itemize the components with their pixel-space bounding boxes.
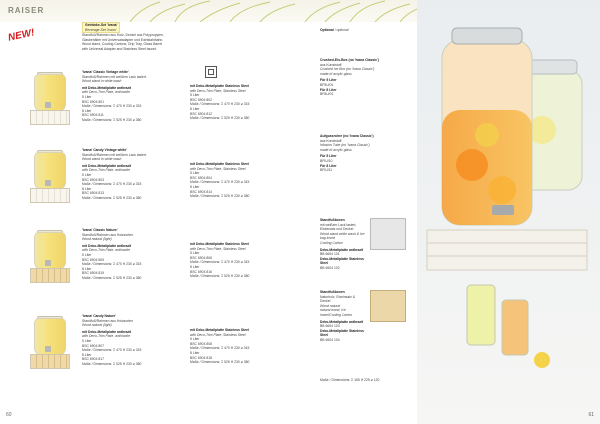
- item-label: Deko-Metallplatte Stainless Steel: [320, 328, 364, 338]
- spec-row: 8 Liter: [82, 186, 92, 191]
- item-en: Wood natural: [320, 303, 341, 308]
- spec-row: Maße / Dimensions: Σ 470 H 230 ⌀ 315: [82, 348, 142, 353]
- new-badge: NEW!: [7, 27, 36, 44]
- group-subtitle: Standfuß/Rahmen mit weißem Lack lasiert.: [82, 74, 147, 79]
- spec-row: BSC 6904 807: [82, 343, 105, 348]
- spec-row: Maße / Dimensions: Σ 470 H 230 ⌀ 315: [82, 262, 142, 267]
- item-sub: mit weißem Lack lasiert, Eiseinsatz und Deckel: [320, 222, 357, 232]
- variant-b: mit Deko-Metallplatte Stainless Steel: [190, 328, 249, 332]
- optional-label: Optional / optional: [320, 28, 349, 32]
- item-code: BF5U/01: [320, 82, 334, 87]
- item-en2: made of acrylic glass: [320, 147, 352, 152]
- intro-line: with Universal Adapter and Stainless Steel faucet.: [82, 46, 157, 51]
- spec-row: 8 Liter: [190, 264, 200, 269]
- item-code: BB 6604 103: [320, 324, 340, 329]
- group-title: 'Ivana' Classic Vintage white': [82, 70, 129, 74]
- tap: [45, 102, 51, 108]
- group-note: Wood stand in white wash: [82, 79, 122, 84]
- item-en: Infusion Tube (no 'Ivana Classic'): [320, 143, 370, 148]
- spec-row: Maße / Dimensions: Σ 525 H 230 ⌀ 380: [82, 275, 142, 280]
- spec-row: 8 Liter: [190, 184, 200, 189]
- item-code: BB 6604 104: [320, 337, 340, 342]
- spec-row: 5 Liter: [82, 338, 92, 343]
- wood-stand: [30, 354, 70, 369]
- stand-box-natural-image: [370, 290, 406, 322]
- tap: [45, 346, 51, 352]
- spec-row: BSC 6904 804: [190, 175, 213, 180]
- group-title: 'Ivana' Candy Vintage white': [82, 148, 128, 152]
- accessory-item: [320, 218, 366, 271]
- group-note: Wood natural (light): [82, 237, 112, 242]
- spec-row: 5 Liter: [190, 171, 200, 176]
- spec-row: 5 Liter: [190, 93, 200, 98]
- spec-row: 8 Liter: [82, 266, 92, 271]
- spec-row: Maße / Dimensions: Σ 525 H 230 ⌀ 380: [190, 194, 250, 199]
- intro-line: Glasbehälter mit Universaladapter und Edelstahlhahn.: [82, 37, 164, 42]
- spec-row: BSC 6904 816: [190, 269, 213, 274]
- spec-row: Maße / Dimensions: Σ 470 H 230 ⌀ 315: [190, 260, 250, 265]
- variant-a-en: with Deco-Trim Plate, anthracite: [82, 334, 130, 339]
- item-title: Standfußboxen: [320, 290, 345, 294]
- wood-stand: [30, 188, 70, 203]
- intro-line: Wood stand, Cooling Cartons, Drip Tray, Glass Barrel: [82, 42, 163, 47]
- group-note: Wood stand in white wash: [82, 157, 122, 162]
- right-page: [300, 0, 600, 424]
- item-en2: made of acrylic glass: [320, 71, 352, 76]
- spec-row: BSC 6904 811: [82, 113, 104, 118]
- variant-b-en: with Deco-Trim Plate, Stainless Steel: [190, 332, 246, 337]
- item-sub: Naturholz, Eiseinsatz & Deckel: [320, 294, 356, 304]
- spec-row: 8 Liter: [190, 350, 200, 355]
- spec-row: 8 Liter: [82, 108, 92, 113]
- group-subtitle: Standfuß/Rahmen mit weißem Lack lasiert.: [82, 152, 147, 157]
- intro-line: Standfuß/Rahmen aus Holz, Deckel aus Polypropylen,: [82, 33, 164, 38]
- item-label: Deko-Metallplatte anthrazit: [320, 319, 364, 324]
- spec-row: Maße / Dimensions: Σ 470 H 230 ⌀ 315: [82, 182, 142, 187]
- brand-label: RAISER: [8, 6, 45, 15]
- page-number: 61: [588, 412, 594, 418]
- spec-row: Maße / Dimensions: Σ 470 H 230 ⌀ 315: [190, 102, 250, 107]
- item-label: Deko-Metallplatte anthrazit: [320, 247, 364, 252]
- group-subtitle: Standfuß/Rahmen aus Holzsorten: [82, 232, 134, 237]
- intro-subtitle: Beverage-Set 'Ivana': [85, 27, 117, 32]
- item-label: Für 5 Liter: [320, 154, 337, 159]
- group-title: 'Ivana' Candy Nature': [82, 314, 117, 318]
- accessory-item: [320, 58, 415, 97]
- dispenser-image: [26, 230, 72, 282]
- variant-b: mit Deko-Metallplatte Stainless Steel: [190, 84, 249, 88]
- spec-row: 5 Liter: [190, 251, 200, 256]
- stand-intro: [82, 22, 192, 52]
- accessory-item: [320, 134, 415, 173]
- item-label: Für 8 Liter: [320, 87, 337, 92]
- spec-row: BSC 6904 812: [190, 111, 213, 116]
- variant-a: mit Deko-Metallplatte anthrazit: [82, 85, 132, 90]
- care-symbol-icon: [205, 66, 217, 78]
- spec-row: BSC 6904 802: [190, 97, 213, 102]
- spec-row: 8 Liter: [82, 352, 92, 357]
- item-label: Für 8 Liter: [320, 163, 337, 168]
- hero-dispenser-image: [417, 0, 600, 424]
- tap: [45, 260, 51, 266]
- item-en: Wood stand white wash & Ice bag Insert: [320, 231, 365, 241]
- spec-row: Maße / Dimensions: Σ 525 H 230 ⌀ 380: [190, 360, 250, 365]
- spec-row: BSC 6904 801: [82, 99, 105, 104]
- item-label: Deko-Metallplatte Stainless Steel: [320, 256, 364, 266]
- variant-b-en: with Deco-Trim Plate, Stainless Steel: [190, 88, 246, 93]
- item-title: Crushed-Eis-Box (no 'Ivana Classic'): [320, 58, 379, 62]
- variant-b: mit Deko-Metallplatte Stainless Steel: [190, 242, 249, 246]
- spec-row: 5 Liter: [82, 94, 92, 99]
- variant-b-en: with Deco-Trim Plate, Stainless Steel: [190, 246, 246, 251]
- group-subtitle: Standfuß/Rahmen aus Holzsorten: [82, 318, 134, 323]
- variant-a: mit Deko-Metallplatte anthrazit: [82, 329, 132, 334]
- item-code: BB 6604 101: [320, 252, 340, 257]
- item-title: Standfußboxen: [320, 218, 345, 222]
- variant-a-en: with Deco-Trim Plate, anthracite: [82, 90, 130, 95]
- tap: [45, 180, 51, 186]
- item-code: BFIU/11: [320, 168, 333, 173]
- page-number: 60: [6, 412, 12, 418]
- spec-row: 8 Liter: [190, 106, 200, 111]
- spec-row: Maße / Dimensions: Σ 525 H 230 ⌀ 380: [82, 195, 142, 200]
- spec-row: BSC 6904 803: [82, 177, 105, 182]
- grass-decoration-icon: [120, 0, 300, 22]
- item-en2: natural wood, Ice Insert/Cooling Carton: [320, 308, 353, 317]
- item-en2: Cooling Carton: [320, 240, 343, 245]
- wood-stand: [30, 110, 70, 125]
- variant-a: mit Deko-Metallplatte anthrazit: [82, 243, 132, 248]
- group-title: 'Ivana' Classic Nature': [82, 228, 118, 232]
- spec-row: BSC 6904 808: [190, 341, 213, 346]
- dispenser-image: [26, 72, 72, 124]
- spec-row: BSC 6904 818: [190, 355, 213, 360]
- variant-a: mit Deko-Metallplatte anthrazit: [82, 163, 132, 168]
- spec-row: BSC 6904 817: [82, 357, 105, 362]
- dispenser-image: [26, 150, 72, 202]
- dispenser-image: [26, 316, 72, 368]
- spec-row: Maße / Dimensions: Σ 525 H 230 ⌀ 380: [190, 274, 250, 279]
- spec-row: BSC 6904 815: [82, 271, 105, 276]
- footer-dimensions: Maße / Dimensions: Σ 165 H 225 ⌀ 120: [320, 378, 380, 382]
- variant-a-en: with Deco-Trim Plate, anthracite: [82, 248, 130, 253]
- item-label: Für 5 Liter: [320, 78, 337, 83]
- stand-box-white-image: [370, 218, 406, 250]
- spec-row: BSC 6904 805: [82, 257, 105, 262]
- spec-row: Maße / Dimensions: Σ 525 H 230 ⌀ 380: [82, 361, 142, 366]
- item-sub: aus Kunststoff: [320, 138, 342, 143]
- variant-b: mit Deko-Metallplatte Stainless Steel: [190, 162, 249, 166]
- spec-row: Maße / Dimensions: Σ 525 H 230 ⌀ 380: [82, 117, 142, 122]
- spec-row: 5 Liter: [190, 337, 200, 342]
- item-code: BF8U/01: [320, 92, 334, 97]
- item-code: BB 6604 102: [320, 265, 340, 270]
- spec-row: BSC 6904 806: [190, 255, 213, 260]
- item-code: BFIU/10: [320, 158, 333, 163]
- intro-title: Getränke-Set 'Ivana': [85, 23, 118, 27]
- spec-row: Maße / Dimensions: Σ 525 H 230 ⌀ 380: [190, 116, 250, 121]
- header-banner: [0, 0, 300, 22]
- group-note: Wood natural (light): [82, 323, 112, 328]
- spec-row: Maße / Dimensions: Σ 470 H 230 ⌀ 315: [190, 346, 250, 351]
- spec-row: Maße / Dimensions: Σ 470 H 230 ⌀ 315: [82, 104, 142, 109]
- variant-a-en: with Deco-Trim Plate, anthracite: [82, 168, 130, 173]
- wood-stand: [30, 268, 70, 283]
- spec-row: BSC 6904 814: [190, 189, 213, 194]
- spec-row: 5 Liter: [82, 252, 92, 257]
- spec-row: Maße / Dimensions: Σ 470 H 230 ⌀ 315: [190, 180, 250, 185]
- item-en: Crushed Ice Box (no 'Ivana Classic'): [320, 67, 375, 72]
- spec-row: BSC 6904 813: [82, 191, 105, 196]
- item-title: Aufgussrohre (no 'Ivana Classic'): [320, 134, 374, 138]
- accessory-item: [320, 290, 366, 343]
- spec-row: 5 Liter: [82, 172, 92, 177]
- variant-b-en: with Deco-Trim Plate, Stainless Steel: [190, 166, 246, 171]
- item-sub: aus Kunststoff: [320, 62, 342, 67]
